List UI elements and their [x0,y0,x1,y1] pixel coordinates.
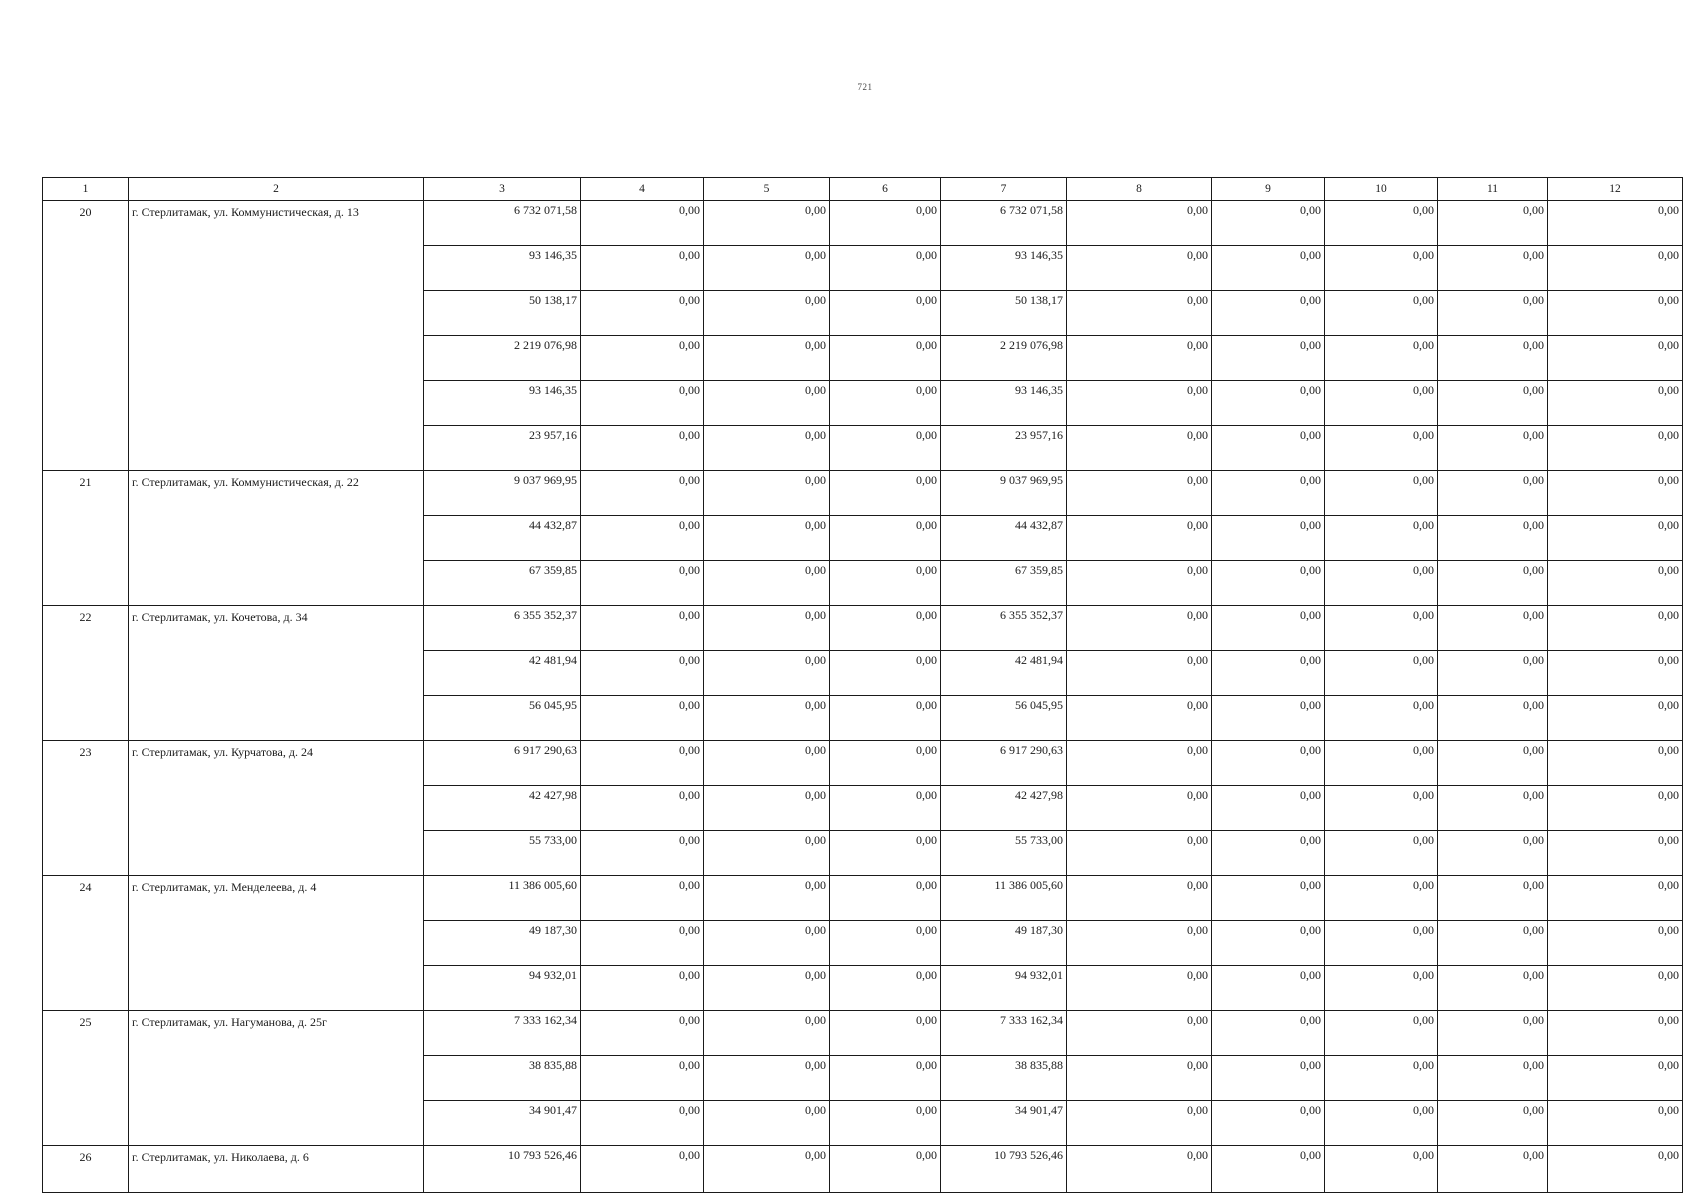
value-cell: 0,00 [1548,291,1683,336]
table-row [43,606,1683,651]
value-cell: 0,00 [1212,1101,1325,1146]
column-header: 8 [1067,178,1212,201]
value-cell: 93 146,35 [424,246,581,291]
value-cell: 23 957,16 [424,426,581,471]
value-cell: 67 359,85 [424,561,581,606]
value-cell: 0,00 [1325,561,1438,606]
value-cell: 0,00 [1212,876,1325,921]
value-cell: 0,00 [1325,426,1438,471]
value-cell: 0,00 [581,606,704,651]
value-cell: 0,00 [1548,246,1683,291]
value-cell: 0,00 [704,561,830,606]
value-cell: 0,00 [1548,516,1683,561]
row-number-cell: 26 [43,1146,129,1193]
value-cell: 0,00 [830,1146,941,1193]
value-cell: 0,00 [1325,1146,1438,1193]
value-cell: 0,00 [1325,876,1438,921]
value-cell: 0,00 [1548,966,1683,1011]
value-cell: 0,00 [1548,1011,1683,1056]
value-cell: 42 481,94 [424,651,581,696]
value-cell: 0,00 [1325,921,1438,966]
value-cell: 0,00 [581,291,704,336]
value-cell: 0,00 [704,1011,830,1056]
value-cell: 0,00 [581,381,704,426]
value-cell: 0,00 [1325,606,1438,651]
value-cell: 0,00 [1438,606,1548,651]
value-cell: 0,00 [1325,696,1438,741]
value-cell: 42 427,98 [424,786,581,831]
value-cell: 0,00 [1325,786,1438,831]
row-number-cell: 22 [43,606,129,741]
value-cell: 0,00 [581,1056,704,1101]
value-cell: 0,00 [1325,291,1438,336]
column-header: 1 [43,178,129,201]
value-cell: 0,00 [704,471,830,516]
value-cell: 0,00 [704,966,830,1011]
value-cell: 0,00 [1212,741,1325,786]
value-cell: 0,00 [1325,831,1438,876]
value-cell: 0,00 [581,561,704,606]
value-cell: 0,00 [1548,606,1683,651]
value-cell: 0,00 [1067,561,1212,606]
value-cell: 10 793 526,46 [424,1146,581,1193]
value-cell: 56 045,95 [941,696,1067,741]
value-cell: 0,00 [1212,786,1325,831]
value-cell: 0,00 [1438,1011,1548,1056]
value-cell: 11 386 005,60 [424,876,581,921]
table-row [43,741,1683,786]
data-table [42,177,1683,1193]
value-cell: 0,00 [1325,336,1438,381]
address-cell: г. Стерлитамак, ул. Менделеева, д. 4 [129,876,424,1011]
value-cell: 0,00 [1067,381,1212,426]
value-cell: 0,00 [830,246,941,291]
value-cell: 0,00 [1438,966,1548,1011]
value-cell: 0,00 [1438,831,1548,876]
value-cell: 0,00 [1212,696,1325,741]
value-cell: 0,00 [1325,516,1438,561]
value-cell: 55 733,00 [941,831,1067,876]
value-cell: 0,00 [1325,966,1438,1011]
value-cell: 0,00 [581,741,704,786]
table-row [43,201,1683,246]
value-cell: 94 932,01 [941,966,1067,1011]
value-cell: 93 146,35 [941,246,1067,291]
value-cell: 0,00 [1548,921,1683,966]
column-header: 10 [1325,178,1438,201]
value-cell: 0,00 [581,471,704,516]
value-cell: 0,00 [1325,246,1438,291]
column-header: 4 [581,178,704,201]
value-cell: 0,00 [1067,741,1212,786]
value-cell: 0,00 [704,336,830,381]
value-cell: 0,00 [1548,471,1683,516]
column-header: 5 [704,178,830,201]
value-cell: 0,00 [1067,651,1212,696]
value-cell: 44 432,87 [424,516,581,561]
value-cell: 0,00 [1438,741,1548,786]
value-cell: 0,00 [1212,291,1325,336]
value-cell: 0,00 [1325,1011,1438,1056]
value-cell: 0,00 [1212,381,1325,426]
value-cell: 0,00 [704,921,830,966]
value-cell: 0,00 [830,921,941,966]
value-cell: 0,00 [1212,516,1325,561]
value-cell: 0,00 [704,741,830,786]
value-cell: 0,00 [581,921,704,966]
data-table-container [42,177,1682,1193]
value-cell: 2 219 076,98 [424,336,581,381]
column-header: 6 [830,178,941,201]
value-cell: 0,00 [1548,1056,1683,1101]
value-cell: 6 917 290,63 [941,741,1067,786]
value-cell: 34 901,47 [424,1101,581,1146]
value-cell: 0,00 [1325,1056,1438,1101]
value-cell: 0,00 [1438,1101,1548,1146]
value-cell: 0,00 [581,696,704,741]
value-cell: 0,00 [830,561,941,606]
value-cell: 0,00 [1548,426,1683,471]
value-cell: 2 219 076,98 [941,336,1067,381]
value-cell: 0,00 [1438,1056,1548,1101]
value-cell: 0,00 [830,1011,941,1056]
value-cell: 38 835,88 [424,1056,581,1101]
value-cell: 0,00 [1212,831,1325,876]
value-cell: 0,00 [830,426,941,471]
value-cell: 0,00 [704,516,830,561]
value-cell: 38 835,88 [941,1056,1067,1101]
value-cell: 0,00 [1212,246,1325,291]
value-cell: 0,00 [1438,381,1548,426]
value-cell: 0,00 [1438,786,1548,831]
value-cell: 34 901,47 [941,1101,1067,1146]
value-cell: 94 932,01 [424,966,581,1011]
value-cell: 0,00 [1438,201,1548,246]
value-cell: 50 138,17 [424,291,581,336]
value-cell: 0,00 [1548,831,1683,876]
value-cell: 0,00 [1212,921,1325,966]
value-cell: 0,00 [1548,786,1683,831]
value-cell: 0,00 [581,201,704,246]
value-cell: 11 386 005,60 [941,876,1067,921]
value-cell: 0,00 [1438,1146,1548,1193]
value-cell: 0,00 [1438,246,1548,291]
value-cell: 0,00 [1067,1011,1212,1056]
value-cell: 0,00 [581,516,704,561]
value-cell: 0,00 [1067,471,1212,516]
value-cell: 0,00 [1067,786,1212,831]
value-cell: 0,00 [704,426,830,471]
value-cell: 0,00 [1548,336,1683,381]
column-header: 3 [424,178,581,201]
value-cell: 93 146,35 [941,381,1067,426]
value-cell: 0,00 [1325,1101,1438,1146]
value-cell: 0,00 [1212,651,1325,696]
value-cell: 0,00 [1325,741,1438,786]
value-cell: 0,00 [704,831,830,876]
column-header: 7 [941,178,1067,201]
value-cell: 0,00 [581,651,704,696]
row-number-cell: 21 [43,471,129,606]
value-cell: 6 732 071,58 [424,201,581,246]
value-cell: 0,00 [1067,966,1212,1011]
value-cell: 6 732 071,58 [941,201,1067,246]
value-cell: 50 138,17 [941,291,1067,336]
value-cell: 0,00 [1067,336,1212,381]
value-cell: 0,00 [1067,246,1212,291]
value-cell: 9 037 969,95 [424,471,581,516]
value-cell: 0,00 [830,1101,941,1146]
value-cell: 9 037 969,95 [941,471,1067,516]
value-cell: 0,00 [830,471,941,516]
value-cell: 0,00 [1067,831,1212,876]
value-cell: 0,00 [1067,426,1212,471]
value-cell: 0,00 [1067,291,1212,336]
value-cell: 0,00 [1548,381,1683,426]
value-cell: 0,00 [1212,336,1325,381]
value-cell: 0,00 [1548,876,1683,921]
value-cell: 0,00 [1325,471,1438,516]
value-cell: 0,00 [704,606,830,651]
value-cell: 0,00 [1438,471,1548,516]
page-number: 721 [857,82,873,92]
row-number-cell: 25 [43,1011,129,1146]
row-number-cell: 23 [43,741,129,876]
value-cell: 6 917 290,63 [424,741,581,786]
value-cell: 0,00 [704,1101,830,1146]
value-cell: 0,00 [1548,201,1683,246]
value-cell: 0,00 [1325,201,1438,246]
value-cell: 0,00 [830,876,941,921]
value-cell: 0,00 [581,786,704,831]
value-cell: 0,00 [1212,1146,1325,1193]
value-cell: 0,00 [1067,1056,1212,1101]
value-cell: 6 355 352,37 [941,606,1067,651]
value-cell: 0,00 [830,966,941,1011]
value-cell: 0,00 [830,786,941,831]
table-row [43,876,1683,921]
value-cell: 0,00 [830,651,941,696]
value-cell: 0,00 [1438,876,1548,921]
value-cell: 0,00 [1067,876,1212,921]
address-cell: г. Стерлитамак, ул. Курчатова, д. 24 [129,741,424,876]
value-cell: 0,00 [830,381,941,426]
value-cell: 0,00 [830,291,941,336]
value-cell: 0,00 [1438,336,1548,381]
value-cell: 49 187,30 [424,921,581,966]
value-cell: 0,00 [581,966,704,1011]
value-cell: 0,00 [1212,1011,1325,1056]
value-cell: 0,00 [1548,1146,1683,1193]
value-cell: 0,00 [830,1056,941,1101]
value-cell: 6 355 352,37 [424,606,581,651]
value-cell: 0,00 [1067,921,1212,966]
value-cell: 0,00 [1548,696,1683,741]
table-row [43,1146,1683,1193]
table-body [43,201,1683,1193]
value-cell: 0,00 [581,336,704,381]
value-cell: 42 427,98 [941,786,1067,831]
value-cell: 0,00 [581,426,704,471]
value-cell: 0,00 [704,1056,830,1101]
value-cell: 0,00 [1212,426,1325,471]
value-cell: 55 733,00 [424,831,581,876]
value-cell: 0,00 [830,831,941,876]
value-cell: 0,00 [1067,606,1212,651]
value-cell: 0,00 [1438,651,1548,696]
table-row [43,471,1683,516]
value-cell: 0,00 [704,696,830,741]
value-cell: 0,00 [1438,921,1548,966]
value-cell: 0,00 [1548,561,1683,606]
value-cell: 0,00 [1212,966,1325,1011]
value-cell: 0,00 [704,786,830,831]
table-row [43,1011,1683,1056]
value-cell: 0,00 [1067,1101,1212,1146]
value-cell: 0,00 [1067,201,1212,246]
address-cell: г. Стерлитамак, ул. Коммунистическая, д. 13 [129,201,424,471]
value-cell: 49 187,30 [941,921,1067,966]
value-cell: 0,00 [830,741,941,786]
column-header: 9 [1212,178,1325,201]
value-cell: 23 957,16 [941,426,1067,471]
row-number-cell: 24 [43,876,129,1011]
value-cell: 0,00 [704,246,830,291]
value-cell: 0,00 [1438,291,1548,336]
value-cell: 0,00 [1067,1146,1212,1193]
value-cell: 0,00 [704,381,830,426]
value-cell: 0,00 [704,291,830,336]
value-cell: 0,00 [1325,651,1438,696]
value-cell: 0,00 [581,1101,704,1146]
value-cell: 0,00 [1212,561,1325,606]
value-cell: 0,00 [1067,516,1212,561]
value-cell: 0,00 [704,201,830,246]
value-cell: 56 045,95 [424,696,581,741]
value-cell: 0,00 [1067,696,1212,741]
value-cell: 0,00 [1212,471,1325,516]
address-cell: г. Стерлитамак, ул. Коммунистическая, д. 22 [129,471,424,606]
value-cell: 0,00 [1548,651,1683,696]
value-cell: 0,00 [830,336,941,381]
value-cell: 0,00 [1438,696,1548,741]
value-cell: 0,00 [704,1146,830,1193]
value-cell: 0,00 [581,246,704,291]
address-cell: г. Стерлитамак, ул. Нагуманова, д. 25г [129,1011,424,1146]
header-row [43,178,1683,201]
column-header: 2 [129,178,424,201]
value-cell: 0,00 [1212,606,1325,651]
value-cell: 0,00 [830,201,941,246]
address-cell: г. Стерлитамак, ул. Кочетова, д. 34 [129,606,424,741]
value-cell: 0,00 [1212,201,1325,246]
value-cell: 0,00 [581,1146,704,1193]
value-cell: 0,00 [830,516,941,561]
value-cell: 0,00 [1438,516,1548,561]
value-cell: 0,00 [1548,741,1683,786]
value-cell: 0,00 [1438,561,1548,606]
address-cell: г. Стерлитамак, ул. Николаева, д. 6 [129,1146,424,1193]
column-header: 11 [1438,178,1548,201]
value-cell: 0,00 [1438,426,1548,471]
value-cell: 0,00 [704,876,830,921]
value-cell: 0,00 [704,651,830,696]
value-cell: 67 359,85 [941,561,1067,606]
value-cell: 10 793 526,46 [941,1146,1067,1193]
value-cell: 0,00 [1325,381,1438,426]
value-cell: 7 333 162,34 [941,1011,1067,1056]
value-cell: 44 432,87 [941,516,1067,561]
row-number-cell: 20 [43,201,129,471]
value-cell: 0,00 [1212,1056,1325,1101]
value-cell: 7 333 162,34 [424,1011,581,1056]
value-cell: 93 146,35 [424,381,581,426]
column-header: 12 [1548,178,1683,201]
value-cell: 0,00 [581,876,704,921]
value-cell: 0,00 [830,606,941,651]
value-cell: 0,00 [581,831,704,876]
value-cell: 0,00 [830,696,941,741]
value-cell: 0,00 [581,1011,704,1056]
value-cell: 0,00 [1548,1101,1683,1146]
value-cell: 42 481,94 [941,651,1067,696]
